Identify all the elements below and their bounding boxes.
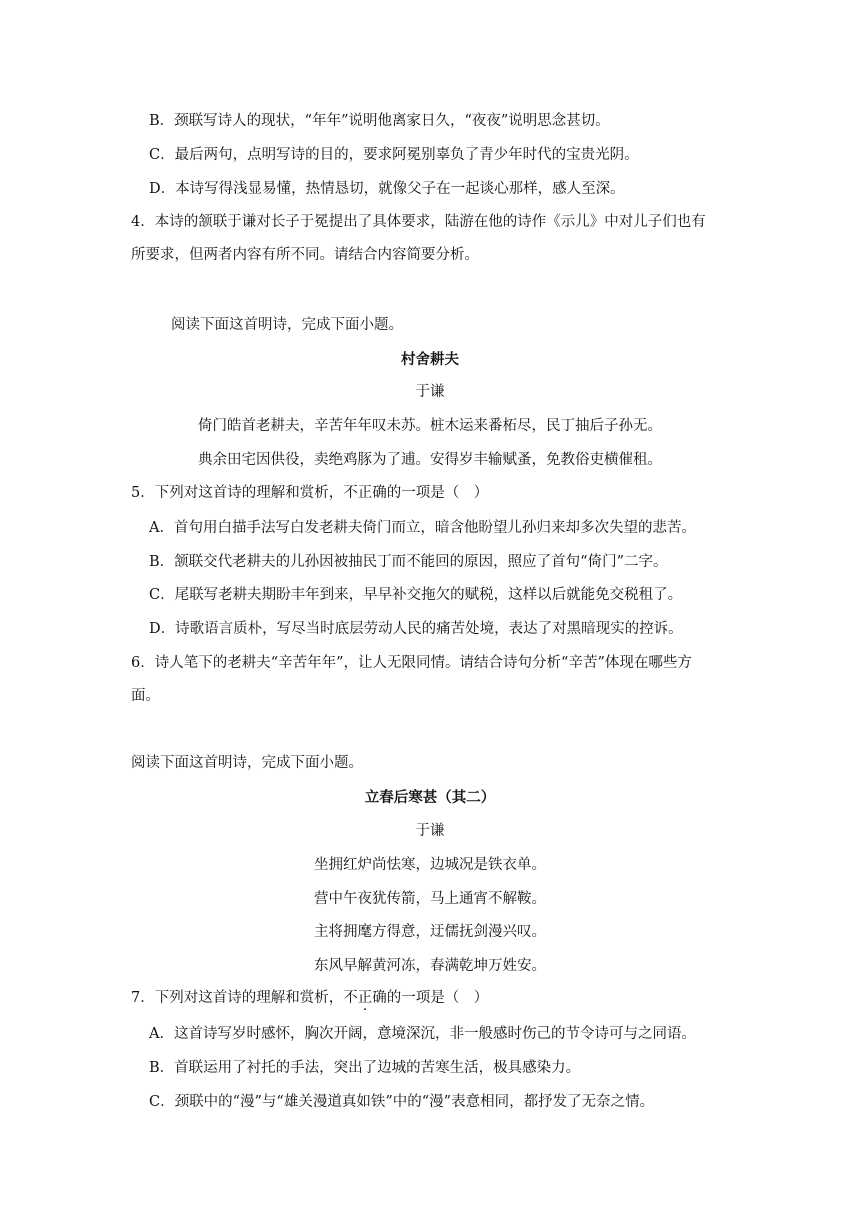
option-a: A．这首诗写岁时感怀，胸次开阔，意境深沉，非一般感时伤己的节令诗可与之同语。 (149, 1026, 696, 1042)
option-d: D．诗歌语言质朴，写尽当时底层劳动人民的痛苦处境，表达了对黑暗现实的控诉。 (149, 621, 683, 637)
reading-intro: 阅读下面这首明诗，完成下面小题。 (131, 755, 363, 771)
poem-author: 于谦 (415, 823, 445, 839)
option-c: C．颈联中的“漫”与“雄关漫道真如铁”中的“漫”表意相同，都抒发了无奈之情。 (149, 1094, 655, 1110)
emphasis-text: 不正确 (343, 990, 387, 1006)
poem-line: 主将拥麾方得意，迂儒抚剑漫兴叹。 (314, 924, 546, 940)
poem-line: 营中午夜犹传箭，马上通宵不解鞍。 (314, 891, 546, 907)
question-6-line2: 面。 (131, 688, 160, 704)
poem-title: 村舍耕夫 (401, 351, 459, 368)
option-b: B．颔联交代老耕夫的儿孙因被抽民丁而不能回的原因，照应了首句“倚门”二字。 (149, 554, 668, 570)
option-d: D．本诗写得浅显易懂，热情恳切，就像父子在一起谈心那样，感人至深。 (149, 181, 625, 197)
poem-line: 坐拥红炉尚怯寒，边城况是铁衣单。 (314, 857, 546, 873)
question-7 (131, 988, 488, 1008)
option-c: C．最后两句，点明写诗的目的，要求阿冕别辜负了青少年时代的宝贵光阴。 (149, 147, 639, 163)
reading-intro: 阅读下面这首明诗，完成下面小题。 (171, 317, 403, 333)
question-7-prefix: 7．下列对这首诗的理解和赏析， (131, 990, 344, 1006)
question-7-suffix: 的一项是（ ） (386, 990, 489, 1006)
poem-author: 于谦 (415, 384, 445, 400)
question-4-line2: 所要求，但两者内容有所不同。请结合内容简要分析。 (131, 247, 479, 263)
option-a: A．首句用白描手法写白发老耕夫倚门而立，暗含他盼望儿孙归来却多次失望的悲苦。 (149, 520, 696, 536)
poem-line: 典余田宅因供役，卖绝鸡豚为了逋。安得岁丰输赋蚤，免教俗吏横催租。 (198, 452, 662, 468)
poem-line: 倚门皓首老耕夫，辛苦年年叹未苏。桩木运来番柘尽，民丁抽后子孙无。 (198, 418, 662, 434)
option-b: B．颈联写诗人的现状，“年年”说明他离家日久，“夜夜”说明思念甚切。 (149, 113, 610, 129)
option-c: C．尾联写老耕夫期盼丰年到来，早早补交拖欠的赋税，这样以后就能免交税租了。 (149, 587, 683, 603)
option-b: B．首联运用了衬托的手法，突出了边城的苦寒生活，极具感染力。 (149, 1060, 581, 1076)
question-6-line1: 6．诗人笔下的老耕夫“辛苦年年”，让人无限同情。请结合诗句分析“辛苦”体现在哪些方 (131, 655, 692, 671)
poem-title: 立春后寒甚（其二） (364, 789, 496, 806)
question-5: 5．下列对这首诗的理解和赏析，不正确的一项是（ ） (131, 485, 489, 501)
question-4-line1: 4．本诗的颔联于谦对长子于冕提出了具体要求，陆游在他的诗作《示儿》中对儿子们也有 (131, 214, 706, 230)
poem-line: 东风早解黄河冻，春满乾坤万姓安。 (314, 958, 546, 974)
